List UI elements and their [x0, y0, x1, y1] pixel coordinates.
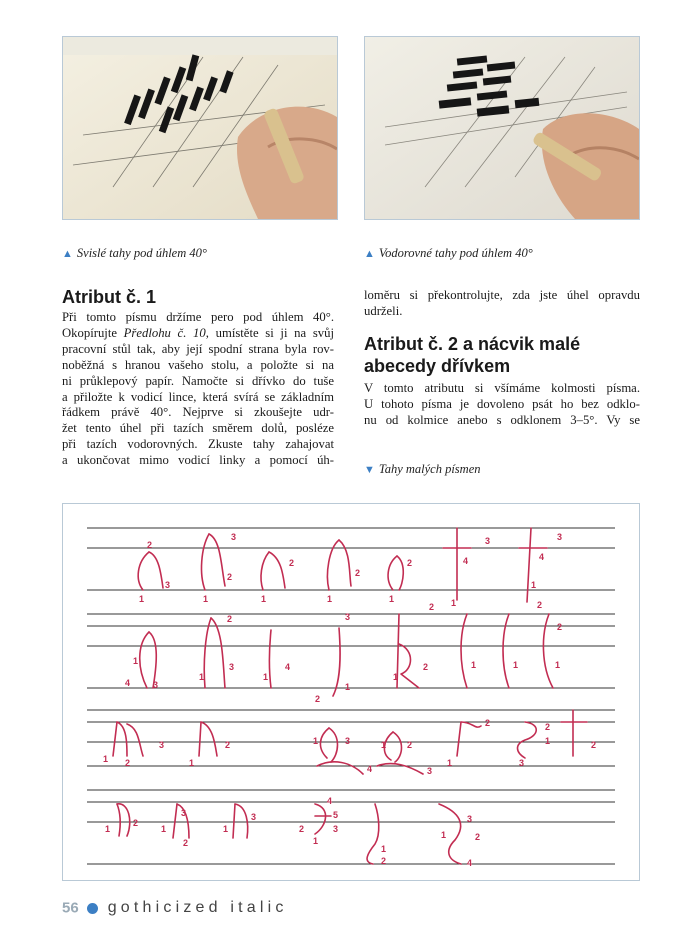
stroke-number: 2 [315, 694, 321, 704]
stroke-number: 1 [313, 736, 319, 746]
stroke-number: 2 [557, 622, 563, 632]
stroke-number: 3 [427, 766, 433, 776]
text-line-segment: , umístěte si ji na svůj [205, 325, 334, 340]
stroke-number: 2 [485, 718, 491, 728]
stroke-number: 2 [545, 722, 551, 732]
stroke-number: 1 [545, 736, 551, 746]
stroke-number: 1 [441, 830, 447, 840]
stroke-number: 3 [165, 580, 171, 590]
stroke-number: 2 [407, 558, 413, 568]
stroke-number: 2 [475, 832, 481, 842]
caption-text: Vodorovné tahy pod úhlem 40° [378, 246, 533, 260]
practice-sheet-drawing [63, 504, 639, 880]
stroke-number: 1 [555, 660, 561, 670]
caption-text: Svislé tahy pod úhlem 40° [76, 246, 207, 260]
stroke-number: 3 [153, 680, 159, 690]
stroke-number: 4 [367, 764, 373, 774]
triangle-up-icon: ▲ [62, 248, 73, 260]
stroke-number: 2 [355, 568, 361, 578]
stroke-number: 3 [467, 814, 473, 824]
triangle-up-icon: ▲ [364, 248, 375, 260]
stroke-number: 2 [407, 740, 413, 750]
stroke-number: 1 [161, 824, 167, 834]
stroke-number: 4 [467, 858, 473, 868]
stroke-number: 2 [227, 614, 233, 624]
paragraph-attribute-2 [364, 381, 640, 429]
stroke-number: 1 [451, 598, 457, 608]
triangle-down-icon: ▼ [364, 464, 375, 476]
stroke-number: 2 [537, 600, 543, 610]
text-line: udrželi. [364, 303, 403, 318]
stroke-number: 2 [133, 818, 139, 828]
text-line: žet tento úhel při tazích směrem dolů, posléze [62, 421, 334, 436]
text-line: V tomto atributu si všímáme kolmosti písma. [364, 381, 640, 395]
stroke-number: 1 [513, 660, 519, 670]
text-line [62, 326, 334, 342]
text-line: a přiložte k vodicí lince, která svírá se základním [62, 389, 334, 404]
stroke-number: 1 [471, 660, 477, 670]
stroke-number: 4 [125, 678, 131, 688]
stroke-number: 1 [199, 672, 205, 682]
photo-vertical-strokes-image [63, 37, 337, 219]
stroke-number: 4 [539, 552, 545, 562]
page-footer [62, 899, 288, 923]
stroke-number: 2 [423, 662, 429, 672]
stroke-order-numbers [103, 532, 596, 868]
caption-text: Tahy malých písmen [378, 462, 481, 476]
stroke-number: 1 [261, 594, 267, 604]
paragraph-attribute-1-continued [364, 288, 640, 320]
stroke-number: 1 [203, 594, 209, 604]
stroke-number: 3 [181, 808, 187, 818]
stroke-number: 2 [125, 758, 131, 768]
stroke-number: 1 [393, 672, 399, 682]
stroke-number: 3 [345, 612, 351, 622]
stroke-number: 3 [519, 758, 525, 768]
stroke-number: 2 [183, 838, 189, 848]
stroke-number: 1 [139, 594, 145, 604]
stroke-number: 3 [231, 532, 237, 542]
bullet-dot-icon [87, 903, 98, 914]
text-line-italic: Předlohu č. 10 [123, 325, 206, 340]
stroke-number: 5 [333, 810, 339, 820]
stroke-number: 1 [389, 594, 395, 604]
stroke-number: 1 [103, 754, 109, 764]
photo-horizontal-strokes-image [365, 37, 639, 219]
text-line: ni průklepový papír. Namočte si dřívko do tuše [62, 373, 334, 388]
stroke-number: 1 [381, 844, 387, 854]
stroke-number: 3 [345, 736, 351, 746]
stroke-number: 1 [447, 758, 453, 768]
photo-horizontal-strokes [364, 36, 640, 220]
caption-vertical-strokes [62, 246, 207, 261]
stroke-number: 1 [189, 758, 195, 768]
paragraph-attribute-1 [62, 310, 334, 469]
stroke-number: 2 [381, 856, 387, 866]
stroke-diagrams-row-4 [117, 804, 461, 864]
stroke-number: 2 [227, 572, 233, 582]
stroke-number: 2 [289, 558, 295, 568]
text-line: pracovní stůl tak, aby její spodní strana byla rov- [62, 341, 334, 356]
photo-vertical-strokes [62, 36, 338, 220]
caption-horizontal-strokes [364, 246, 533, 261]
stroke-number: 4 [285, 662, 291, 672]
stroke-number: 3 [229, 662, 235, 672]
stroke-number: 1 [133, 656, 139, 666]
text-line: Při tomto písmu držíme pero pod úhlem 40°. [62, 310, 334, 324]
stroke-number: 1 [345, 682, 351, 692]
stroke-number: 2 [299, 824, 305, 834]
lowercase-strokes-practice-sheet [62, 503, 640, 881]
stroke-number: 2 [225, 740, 231, 750]
stroke-number: 3 [557, 532, 563, 542]
text-line: U tohoto písma je dovoleno psát ho bez odklo- [364, 396, 640, 411]
stroke-number: 1 [263, 672, 269, 682]
stroke-number: 3 [251, 812, 257, 822]
text-line: loměru si překontrolujte, zda jste úhel opravdu [364, 288, 640, 302]
stroke-number: 3 [159, 740, 165, 750]
text-line: nu od kolmice anebo s odklonem 3–5°. Vy se [364, 412, 640, 427]
stroke-number: 4 [327, 796, 333, 806]
text-line: při tazích vodorovných. Zkuste tahy zahajovat [62, 437, 334, 452]
stroke-number: 1 [381, 740, 387, 750]
text-line: a ukončovat mimo vodicí linky a pomocí úh- [62, 453, 334, 468]
stroke-number: 3 [485, 536, 491, 546]
text-line-segment: Okopírujte [62, 325, 124, 340]
text-line: řádkem právě 40°. Nejprve si zkoušejte udr- [62, 405, 334, 420]
stroke-number: 4 [463, 556, 469, 566]
heading-attribute-2: Atribut č. 2 a nácvik malé abecedy dřívkem [364, 334, 581, 376]
stroke-number: 2 [147, 540, 153, 550]
book-title: gothicized italic [107, 899, 288, 916]
text-line: noběžná s hranou vašeho stolu, a položte si na [62, 357, 334, 372]
stroke-number: 1 [105, 824, 111, 834]
page-number: 56 [62, 899, 79, 917]
stroke-number: 1 [223, 824, 229, 834]
heading-attribute-1: Atribut č. 1 [62, 287, 157, 307]
caption-lowercase-strokes [364, 462, 481, 477]
stroke-number: 1 [327, 594, 333, 604]
stroke-number: 1 [531, 580, 537, 590]
stroke-number: 2 [591, 740, 597, 750]
stroke-number: 2 [429, 602, 435, 612]
stroke-number: 3 [333, 824, 339, 834]
stroke-number: 1 [313, 836, 319, 846]
